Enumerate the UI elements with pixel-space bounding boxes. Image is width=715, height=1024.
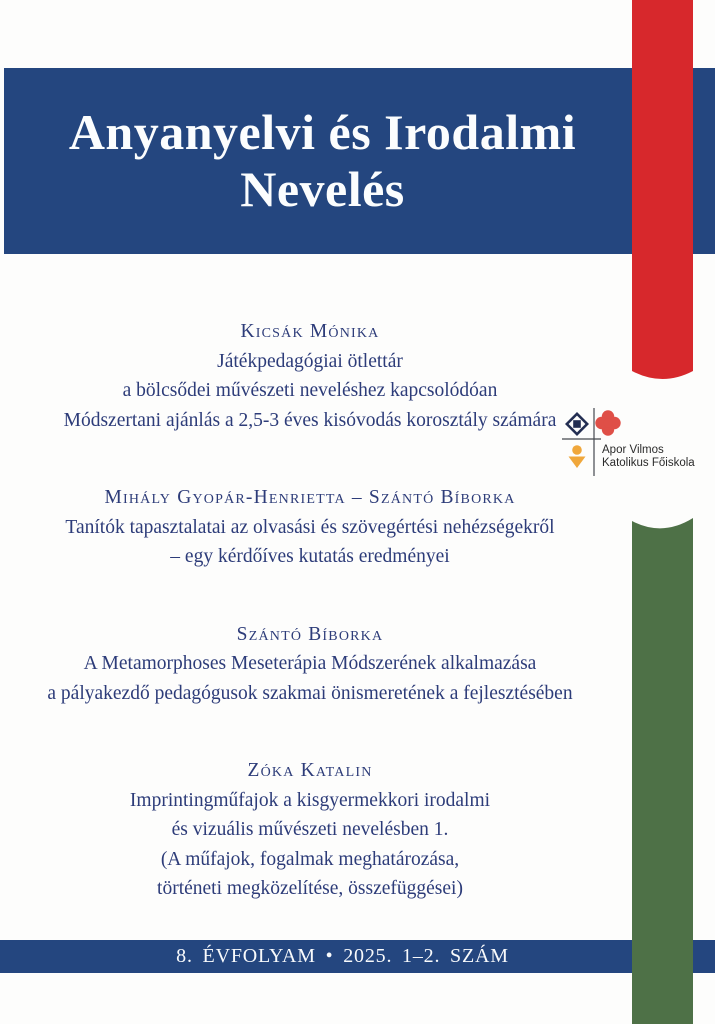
institution-name	[602, 444, 695, 469]
article-author: Zóka Katalin	[247, 760, 373, 781]
title-band	[4, 68, 715, 254]
article-title-line: (A műfajok, fogalmak meghatározása,	[160, 848, 460, 870]
article-title-line: és vizuális művészeti nevelésben 1.	[171, 819, 449, 840]
institution-name-line1: Apor Vilmos	[602, 444, 664, 456]
article-entry	[0, 483, 620, 572]
diamond-icon	[565, 412, 589, 436]
article-title-line: Imprintingműfajok a kisgyermekkori irodalmi	[129, 789, 491, 811]
article-title-line: a pályakezdő pedagógusok szakmai önismeretének a fejlesztésében	[47, 682, 573, 704]
institution-name-line2: Katolikus Főiskola	[602, 456, 695, 469]
article-author: Mihály Gyopár-Henrietta – Szántó Bíborka	[104, 487, 516, 508]
journal-title-line2: Nevelés	[240, 161, 405, 217]
journal-title-line1: Anyanyelvi és Irodalmi	[68, 104, 577, 160]
article-title-line: Tanítók tapasztalatai az olvasási és szövegértési nehézségekről	[65, 516, 555, 538]
article-title-line: Módszertani ajánlás a 2,5-3 éves kisóvodás korosztály számára	[63, 409, 557, 431]
quatrefoil-icon	[595, 410, 620, 435]
article-title-line: történeti megközelítése, összefüggései)	[157, 878, 463, 899]
article-entry	[0, 620, 620, 709]
article-title-line: – egy kérdőíves kutatás eredményei	[170, 546, 450, 567]
article-author: Kicsák Mónika	[240, 321, 380, 342]
person-icon	[569, 445, 586, 468]
article-title-line: a bölcsődei művészeti neveléshez kapcsolódóan	[122, 380, 498, 401]
red-ribbon-bar	[632, 0, 693, 390]
issue-band	[0, 940, 715, 973]
article-entry	[0, 317, 620, 435]
article-title-line: Játékpedagógiai ötlettár	[217, 350, 403, 372]
article-title-line: A Metamorphoses Meseterápia Módszerének alkalmazása	[83, 653, 537, 674]
issue-text: 8. ÉVFOLYAM • 2025. 1–2. SZÁM	[176, 945, 509, 967]
article-author: Szántó Bíborka	[236, 623, 384, 645]
green-ribbon-bar	[632, 512, 693, 1024]
article-entry	[0, 756, 620, 904]
table-of-contents	[0, 317, 620, 952]
avkf-logo	[556, 406, 714, 478]
